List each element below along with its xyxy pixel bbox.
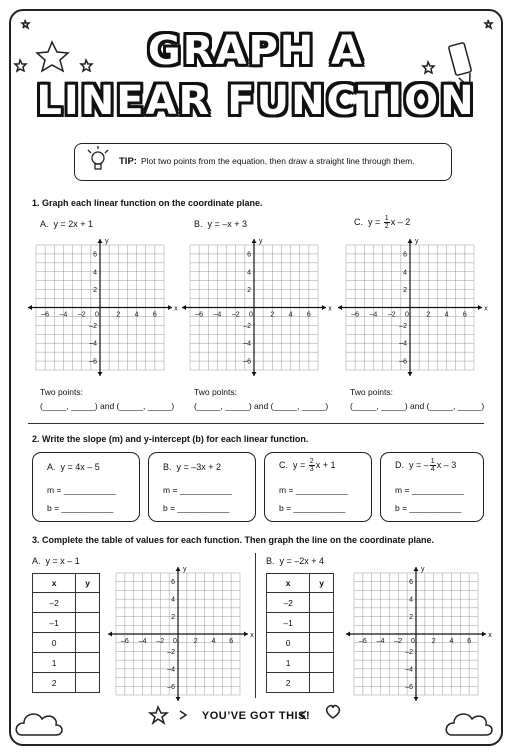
x-tick-label: –2: [231, 311, 240, 319]
grid-svg[interactable]: [178, 235, 334, 380]
x-tick-label: –2: [156, 638, 165, 645]
y-axis-arrow: [98, 239, 103, 243]
slope-card-c: C. y = $\frac{2}{3}$ x + 1 m = ___________ b = ___________: [264, 452, 372, 522]
star-icon: [22, 20, 29, 28]
x-tick-label: 4: [444, 311, 449, 319]
x-tick-label: 0: [405, 311, 409, 319]
x-tick-label: –2: [77, 311, 86, 319]
y-axis-arrow: [414, 697, 419, 701]
y-cell[interactable]: [76, 673, 100, 693]
y-tick-label: 6: [247, 251, 251, 259]
x-tick-label: 6: [229, 638, 234, 645]
y-axis-label: y: [183, 566, 187, 573]
x-axis-label: x: [328, 305, 332, 313]
s3-eq-a: A. y = x – 1: [32, 556, 80, 566]
b-blank[interactable]: b = ___________: [163, 503, 230, 513]
y-tick-label: –2: [243, 322, 251, 330]
x-axis-arrow: [182, 305, 186, 310]
y-tick-label: –6: [89, 358, 97, 366]
x-tick-label: 2: [270, 311, 275, 319]
x-tick-label: 6: [306, 311, 311, 319]
y-tick-label: 4: [247, 269, 251, 277]
x-axis-arrow: [338, 305, 342, 310]
x-axis-arrow: [322, 305, 326, 310]
two-points-blanks-a[interactable]: (_____, _____) and (_____, _____): [40, 401, 175, 411]
two-points-blanks-c[interactable]: (_____, _____) and (_____, _____): [350, 401, 485, 411]
y-tick-label: –4: [399, 340, 407, 348]
x-axis-arrow: [28, 305, 32, 310]
y-tick-label: –2: [89, 322, 97, 330]
table-of-values-b: x y –2 –1 0 1 2: [266, 573, 334, 693]
m-blank[interactable]: m = ___________: [163, 485, 232, 495]
coordinate-grid-1a: [24, 235, 180, 385]
x-tick-label: 0: [411, 638, 415, 645]
s1-eq-a: A. y = 2x + 1: [40, 219, 94, 229]
y-tick-label: 2: [409, 614, 413, 622]
y-tick-label: 4: [409, 596, 413, 604]
x-tick-label: 0: [95, 311, 99, 319]
grid-svg[interactable]: [24, 235, 180, 380]
y-tick-label: –2: [167, 648, 175, 656]
footer-message: YOU’VE GOT THIS!: [201, 710, 311, 722]
y-axis-label: y: [415, 238, 419, 245]
y-tick-label: –6: [167, 683, 175, 691]
x-axis-arrow: [346, 632, 350, 637]
x-axis-label: x: [484, 305, 488, 313]
y-tick-label: –4: [167, 666, 175, 674]
y-tick-label: –2: [399, 322, 407, 330]
x-tick-label: –2: [387, 311, 396, 319]
x-tick-label: –6: [358, 638, 367, 645]
m-blank[interactable]: m = ___________: [47, 485, 116, 495]
y-axis-arrow: [252, 372, 257, 376]
x-tick-label: –4: [138, 638, 147, 645]
y-tick-label: 2: [247, 287, 251, 295]
two-points-label-a: Two points:: [40, 387, 83, 397]
x-tick-label: –4: [213, 311, 222, 319]
x-axis-arrow: [168, 305, 172, 310]
y-tick-label: 6: [409, 579, 413, 587]
section-1-heading: 1. Graph each linear function on the coordinate plane.: [32, 198, 263, 208]
x-tick-label: 4: [134, 311, 139, 319]
x-tick-label: 0: [173, 638, 177, 645]
y-tick-label: –2: [405, 648, 413, 656]
y-axis-arrow: [176, 697, 181, 701]
x-tick-label: 4: [288, 311, 293, 319]
x-tick-label: –4: [59, 311, 68, 319]
y-axis-arrow: [252, 239, 257, 243]
y-tick-label: 2: [403, 287, 407, 295]
coordinate-grid-3b: [342, 563, 494, 710]
coordinate-grid-1c: [334, 235, 490, 385]
tip-box: [74, 143, 452, 181]
coordinate-grid-3a: [104, 563, 256, 710]
x-tick-label: –2: [394, 638, 403, 645]
section-3-heading: 3. Complete the table of values for each function. Then graph the line on the coordinate plane.: [32, 535, 435, 545]
slope-card-b: B. y = –3x + 2 m = ___________ b = ___________: [148, 452, 256, 522]
y-axis-label: y: [421, 566, 425, 573]
b-blank[interactable]: b = ___________: [47, 503, 114, 513]
m-blank[interactable]: m = ___________: [279, 485, 348, 495]
y-cell[interactable]: [310, 653, 334, 673]
x-tick-label: –6: [41, 311, 50, 319]
title-line-1: GRAPH A: [147, 28, 365, 74]
y-cell[interactable]: [310, 633, 334, 653]
slope-card-a: A. y = 4x – 5 m = ___________ b = ___________: [32, 452, 140, 522]
y-tick-label: –4: [405, 666, 413, 674]
y-tick-label: 2: [171, 614, 175, 622]
y-tick-label: 6: [93, 251, 97, 259]
y-tick-label: 6: [403, 251, 407, 259]
y-tick-label: –4: [243, 340, 251, 348]
y-axis-label: y: [105, 238, 109, 245]
coordinate-grid-1b: [178, 235, 334, 385]
s3-eq-b: B. y = –2x + 4: [266, 556, 325, 566]
b-blank[interactable]: b = ___________: [395, 503, 462, 513]
x-axis-label: x: [488, 632, 492, 639]
x-tick-label: 6: [462, 311, 467, 319]
grid-svg[interactable]: [104, 563, 256, 705]
x-axis-label: x: [250, 632, 254, 639]
x-axis-arrow: [482, 632, 486, 637]
y-tick-label: –6: [405, 683, 413, 691]
y-axis-arrow: [98, 372, 103, 376]
y-tick-label: –6: [243, 358, 251, 366]
y-tick-label: 4: [171, 596, 175, 604]
y-tick-label: 2: [93, 287, 97, 295]
b-blank[interactable]: b = ___________: [279, 503, 346, 513]
y-axis-arrow: [414, 567, 419, 571]
x-axis-arrow: [108, 632, 112, 637]
y-cell[interactable]: [76, 633, 100, 653]
two-points-label-c: Two points:: [350, 387, 393, 397]
x-axis-label: x: [174, 305, 178, 313]
y-cell[interactable]: [76, 593, 100, 613]
two-points-blanks-b[interactable]: (_____, _____) and (_____, _____): [194, 401, 329, 411]
x-tick-label: 0: [249, 311, 253, 319]
grid-svg[interactable]: [334, 235, 490, 380]
m-blank[interactable]: m = ___________: [395, 485, 464, 495]
x-tick-label: 2: [193, 638, 198, 645]
x-tick-label: 2: [116, 311, 121, 319]
y-tick-label: –6: [399, 358, 407, 366]
y-cell[interactable]: [76, 613, 100, 633]
table-of-values-a: x y –2 –1 0 1 2: [32, 573, 100, 693]
section-2-heading: 2. Write the slope (m) and y-intercept (b) for each linear function.: [32, 434, 309, 444]
x-tick-label: 6: [467, 638, 472, 645]
star-icon: [485, 20, 492, 28]
divider: [28, 423, 484, 424]
y-axis-arrow: [408, 239, 413, 243]
x-axis-arrow: [478, 305, 482, 310]
grid-svg[interactable]: [342, 563, 494, 705]
x-tick-label: –4: [376, 638, 385, 645]
x-tick-label: 4: [449, 638, 454, 645]
y-axis-arrow: [408, 372, 413, 376]
s1-eq-c: C. y = $\frac{1}{2}$ x – 2: [354, 215, 411, 230]
y-cell[interactable]: [310, 593, 334, 613]
y-axis-label: y: [259, 238, 263, 245]
y-cell[interactable]: [76, 653, 100, 673]
s1-eq-b: B. y = –x + 3: [194, 219, 248, 229]
y-tick-label: –4: [89, 340, 97, 348]
y-tick-label: 6: [171, 579, 175, 587]
tip-text: Plot two points from the equation, then draw a straight line through them.: [140, 156, 415, 166]
two-points-label-b: Two points:: [194, 387, 237, 397]
x-tick-label: –6: [351, 311, 360, 319]
y-tick-label: 4: [403, 269, 407, 277]
x-tick-label: 6: [152, 311, 157, 319]
y-tick-label: 4: [93, 269, 97, 277]
y-cell[interactable]: [310, 613, 334, 633]
x-tick-label: 2: [431, 638, 436, 645]
x-tick-label: –6: [195, 311, 204, 319]
x-tick-label: 4: [211, 638, 216, 645]
x-tick-label: –6: [120, 638, 129, 645]
y-cell[interactable]: [310, 673, 334, 693]
tip-label: TIP:: [119, 156, 137, 167]
x-tick-label: –4: [369, 311, 378, 319]
title-line-2: LINEAR FUNCTION: [36, 78, 476, 124]
y-axis-arrow: [176, 567, 181, 571]
slope-card-d: D. y = – $\frac{1}{4}$ x – 3 m = ___________ b = ___________: [380, 452, 484, 522]
x-tick-label: 2: [426, 311, 431, 319]
x-axis-arrow: [244, 632, 248, 637]
